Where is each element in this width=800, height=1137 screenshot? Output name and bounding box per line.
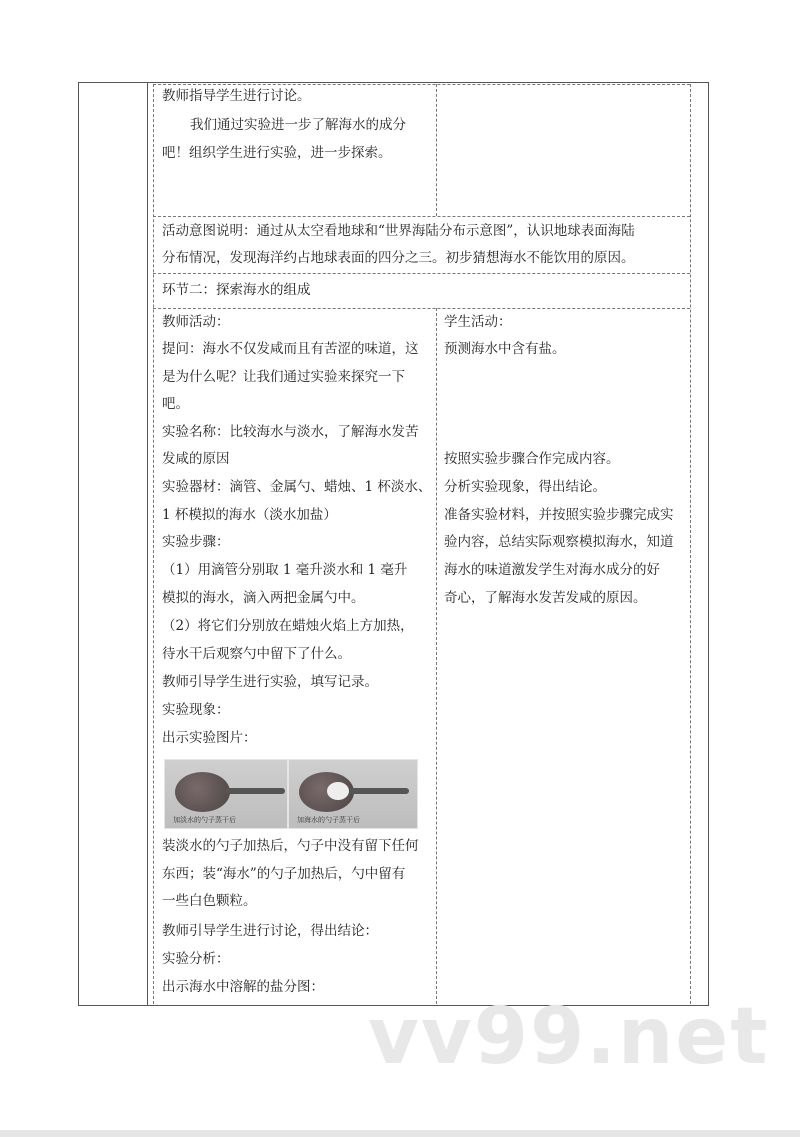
text-line: 1 杯模拟的海水（淡水加盐） [162,507,337,523]
text-line: 一些白色颗粒。 [162,893,257,909]
table-border-top [78,82,708,83]
text-line: 学生活动： [444,314,512,330]
text-line: 吧。 [162,396,189,412]
cell-divider-main [436,308,437,1004]
photo-sea-water-spoon [288,759,418,829]
text-line: 分析实验现象，得出结论。 [444,479,606,495]
row-line [153,84,690,85]
inner-border-right [690,84,691,1004]
text-line: 提问：海水不仅发咸而且有苦涩的味道，这 [162,341,419,357]
text-line: 教师引导学生进行讨论，得出结论： [162,923,378,939]
text-line: 模拟的海水，滴入两把金属勺中。 [162,590,365,606]
text-line: 待水干后观察勺中留下了什么。 [162,646,351,662]
intent-text: 活动意图说明：通过从太空看地球和“世界海陆分布示意图”，认识地球表面海陆 [162,223,635,239]
text-line: 按照实验步骤合作完成内容。 [444,451,620,467]
row-line [153,308,690,309]
text-line: 出示实验图片： [162,730,257,746]
section-title: 环节二：探索海水的组成 [162,282,311,298]
text-line: 验内容，总结实际观察模拟海水，知道 [444,534,674,550]
text-line: 发咸的原因 [162,451,230,467]
text-line: 教师活动： [162,314,230,330]
inner-border-left [153,84,154,1004]
column-divider [147,82,148,1006]
cell-divider-top [436,84,437,216]
photo-caption: 加淡水的勺子蒸干后 [173,816,236,824]
text-line: 出示海水中溶解的盐分图： [162,979,324,995]
text-line: 教师引导学生进行实验，填写记录。 [162,674,378,690]
photo-fresh-water-spoon [164,759,288,829]
page-bottom-bar [0,1130,800,1137]
text-line: 东西；装“海水”的勺子加热后，勺中留有 [162,866,406,882]
text-line: 海水的味道激发学生对海水成分的好 [444,562,660,578]
text-line: 实验名称：比较海水与淡水，了解海水发苦 [162,424,419,440]
text-line: 奇心，了解海水发苦发咸的原因。 [444,590,647,606]
row-line [153,216,690,217]
watermark: vv99.net [368,992,770,1082]
intent-text: 分布情况，发现海洋约占地球表面的四分之三。初步猜想海水不能饮用的原因。 [162,250,635,266]
text-line: 我们通过实验进一步了解海水的成分 [190,117,406,133]
table-border-right [708,82,709,1006]
text-line: 吧！组织学生进行实验，进一步探索。 [162,145,392,161]
text-line: 准备实验材料，并按照实验步骤完成实 [444,507,674,523]
photo-caption: 加海水的勺子蒸干后 [297,816,360,824]
text-line: 是为什么呢？让我们通过实验来探究一下 [162,369,405,385]
text-line: 实验分析： [162,951,230,967]
text-line: 实验步骤： [162,534,230,550]
text-line: 教师指导学生进行讨论。 [162,88,311,104]
text-line: （2）将它们分别放在蜡烛火焰上方加热， [162,618,414,634]
table-border-left [78,82,79,1006]
row-line [153,273,690,274]
text-line: 装淡水的勺子加热后，勺子中没有留下任何 [162,838,419,854]
text-line: （1）用滴管分别取 1 毫升淡水和 1 毫升 [162,562,408,578]
text-line: 预测海水中含有盐。 [444,341,566,357]
text-line: 实验现象： [162,702,230,718]
text-line: 实验器材：滴管、金属勺、蜡烛、1 杯淡水、 [162,479,432,495]
